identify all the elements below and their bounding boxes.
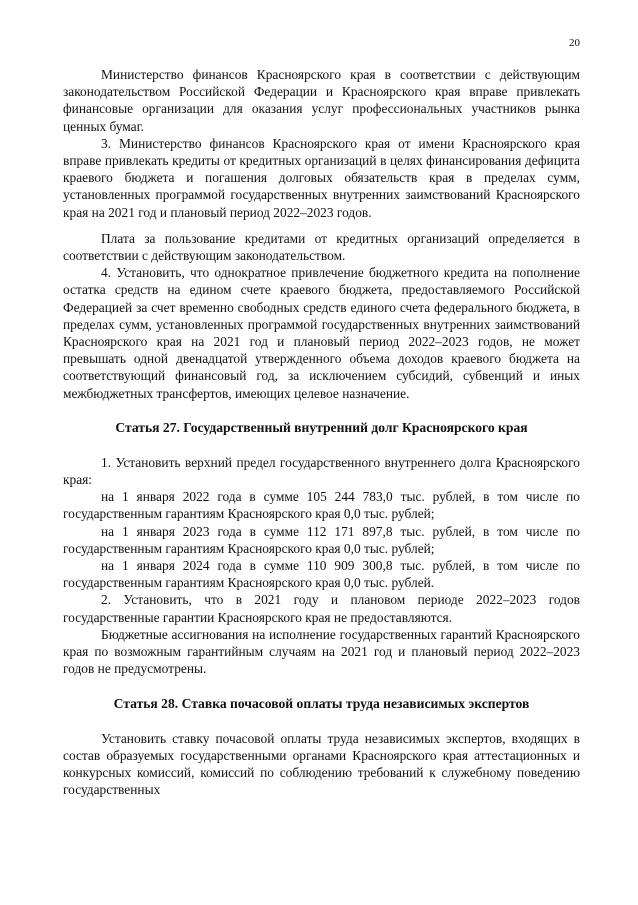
paragraph: Бюджетные ассигнования на исполнение государственных гарантий Красноярского края по возможным гарантийным случаям на 2021 год и плановый период 2022–2023 годов не предусмотрены.: [63, 626, 580, 677]
article-27-heading: Статья 27. Государственный внутренний долг Красноярского края: [115, 419, 528, 435]
paragraph: на 1 января 2023 года в сумме 112 171 897,8 тыс. рублей, в том числе по государственным гарантиям Красноярского края 0,0 тыс. рублей;: [63, 523, 580, 556]
paragraph: 4. Установить, что однократное привлечение бюджетного кредита на пополнение остатка средств на едином счете краевого бюджета, предоставляемого Российской Федерацией за счет временно свободных средств единого счета федерального бюджета, в пределах сумм, установленных программой государственных внутренних заимствований Красноярского края на 2021 год и плановый период 2022–2023 годов, не может превышать одной двенадцатой утвержденного объема доходов краевого бюджета на соответствующий финансовый год, за исключением субсидий, субвенций и иных межбюджетных трансфертов, имеющих целевое назначение.: [63, 265, 580, 401]
paragraph: Плата за пользование кредитами от кредитных организаций определяется в соответствии с действующим законодательством.: [63, 230, 580, 264]
paragraph: на 1 января 2024 года в сумме 110 909 300,8 тыс. рублей, в том числе по государственным гарантиям Красноярского края 0,0 тыс. рублей.: [63, 558, 580, 591]
paragraph: 2. Установить, что в 2021 году и плановом периоде 2022–2023 годов государственные гарантии Красноярского края не предоставляются.: [63, 592, 580, 625]
paragraph: Министерство финансов Красноярского края в соответствии с действующим законодательством Российской Федерации и Красноярского края вправе привлекать финансовые организации для оказания услуг профессиональных участников рынка ценных бумаг.: [63, 67, 580, 134]
paragraph: Установить ставку почасовой оплаты труда независимых экспертов, входящих в состав образуемых государственными органами Красноярского края аттестационных и конкурсных комиссий, комиссий по соблюдению требований к служебному поведению государственных: [63, 730, 580, 798]
page-number: 20: [569, 37, 580, 49]
article-28-heading: Статья 28. Ставка почасовой оплаты труда независимых экспертов: [113, 695, 530, 711]
document-body: [63, 66, 580, 798]
paragraph: 1. Установить верхний предел государственного внутреннего долга Красноярского края:: [63, 454, 580, 488]
paragraph: на 1 января 2022 года в сумме 105 244 783,0 тыс. рублей, в том числе по государственным гарантиям Красноярского края 0,0 тыс. рублей;: [63, 489, 580, 522]
paragraph: 3. Министерство финансов Красноярского края от имени Красноярского края вправе привлекать кредиты от кредитных организаций в целях финансирования дефицита краевого бюджета и погашения долговых обязательств края в пределах сумм, установленных программой государственных внутренних заимствований Красноярского края на 2021 год и плановый период 2022–2023 годов.: [63, 135, 580, 220]
